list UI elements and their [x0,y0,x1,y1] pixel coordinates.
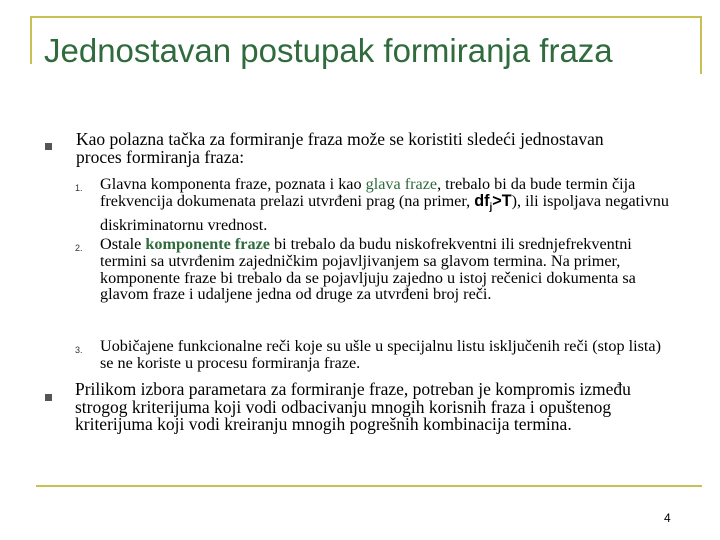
komponente-fraze-highlight: komponente fraze [145,235,270,253]
formula-df: df [474,191,490,210]
frame-top-line [30,16,702,18]
formula-threshold: >T [492,191,512,210]
item-1-text-c: ), ili ispoljava negativnu diskriminatornu vrednost. [100,191,669,234]
square-bullet-icon [45,394,52,401]
item-2-text-b: bi trebalo da budu niskofrekventni ili srednjefrekventni termini sa utvrđenim zajedničkim pojavljivanjem sa glavom termina. Na primer, komponente fraze bi trebalo da se pojavljuju zajedno u istoj rečenici dokumenta sa glavom fraze i udaljene jedna od druge za utvrđeni broj reči. [100,235,636,304]
item-2-text-a: Ostale [100,235,146,253]
page-number: 4 [664,511,671,525]
bullet-text-2: Prilikom izbora parametara za formiranje fraze, potreban je kompromis između strogog kriterijuma koji vodi odbacivanju mnogih korisnih fraza i opuštenog kriterijuma koji vodi kreiranju mnogih pogrešnih kombinacija termina. [75,379,631,434]
bullet-text-1: Kao polazna tačka za formiranje fraza može se koristiti sledeći jednostavan proces formiranja fraza: [76,129,604,167]
list-number-1: 1. [75,183,83,193]
formula-subscript: j [489,202,493,214]
list-number-3: 3. [75,345,83,355]
list-item-2 [100,236,675,303]
item-1-text-a: Glavna komponenta fraze, poznata i kao [100,175,366,193]
frame-left-line [30,16,32,64]
list-item-1 [100,176,670,234]
slide-title: Jednostavan postupak formiranja fraza [44,32,613,69]
square-bullet-icon [45,143,52,150]
glava-fraze-highlight: glava fraze [365,175,438,193]
list-item-3: Uobičajene funkcionalne reči koje su ušle u specijalnu listu isključenih reči (stop lista) se ne koriste u procesu formiranja fraze. [100,337,662,372]
frame-right-line [700,16,702,74]
list-number-2: 2. [75,243,83,253]
item-1-text-b: , trebalo bi da bude termin čija frekvencija dokumenata prelazi utvrđeni prag (na primer, [100,175,636,210]
frame-bottom-line [36,485,702,487]
